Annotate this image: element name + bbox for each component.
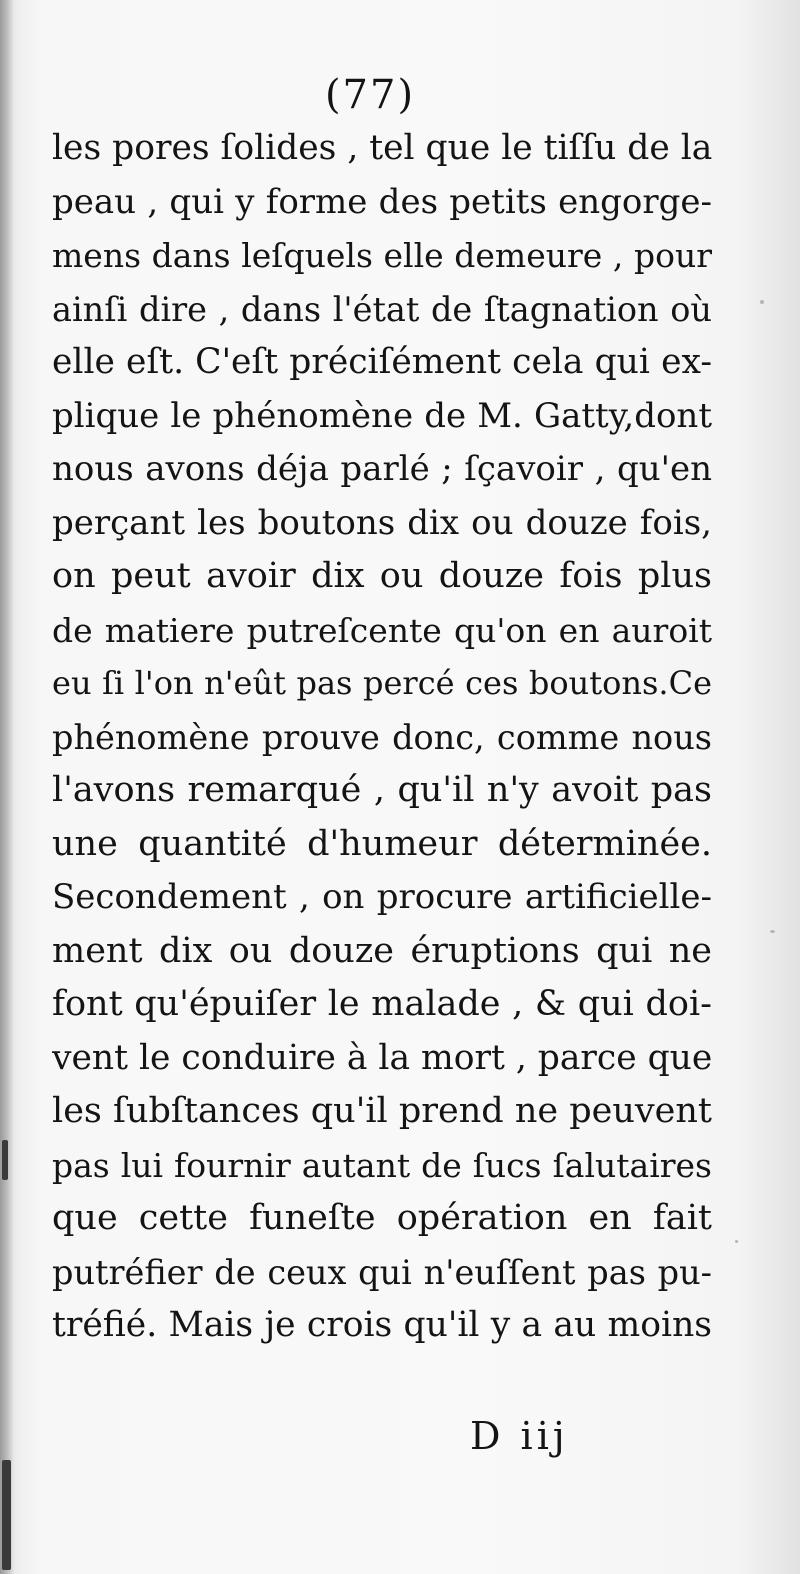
text-line: putréfier de ceux qui n'euſſent pas pu-: [52, 1252, 712, 1292]
text-line: vent le conduire à la mort , parce que: [52, 1037, 712, 1078]
text-line: nous avons déja parlé ; ſçavoir , qu'en: [52, 449, 712, 489]
text-line: Secondement , on procure artificielle-: [52, 877, 712, 917]
text-line: mens dans leſquels elle demeure , pour: [52, 236, 712, 275]
binding-shadow: [0, 0, 14, 1574]
text-line: phénomène prouve donc, comme nous: [52, 717, 712, 757]
text-line: les pores ſolides , tel que le tiſſu de la: [52, 128, 712, 168]
text-line: tréfié. Mais je crois qu'il y a au moins: [52, 1305, 712, 1345]
binding-mark: [2, 1460, 11, 1570]
text-line: on peut avoir dix ou douze fois plus: [52, 556, 712, 596]
paper-speck: [760, 300, 764, 304]
text-line: ment dix ou douze éruptions qui ne: [52, 930, 712, 971]
text-line: pas lui fournir autant de ſucs ſalutaires: [52, 1145, 712, 1185]
text-line: font qu'épuiſer le malade , & qui doi-: [52, 984, 712, 1024]
text-line: perçant les boutons dix ou douze fois,: [52, 502, 712, 543]
text-line: de matiere putreſcente qu'on en auroit: [52, 610, 712, 650]
body-text: [52, 122, 712, 1353]
signature-mark: D iij: [470, 1414, 569, 1458]
text-line: les ſubſtances qu'il prend ne peuvent: [52, 1091, 712, 1131]
page-number: (77): [324, 72, 416, 118]
paper-speck: [770, 930, 775, 933]
paper-speck: [735, 1240, 738, 1243]
text-line: que cette funeſte opération en fait: [52, 1198, 712, 1238]
text-line: l'avons remarqué , qu'il n'y avoit pas: [52, 770, 712, 810]
text-line: eu ſi l'on n'eût pas percé ces boutons.Ce: [52, 664, 712, 702]
text-line: peau , qui y forme des petits engorge-: [52, 181, 712, 222]
binding-mark: [2, 1140, 8, 1180]
text-line: ainſi dire , dans l'état de ſtagnation où: [52, 289, 712, 329]
text-line: plique le phénomène de M. Gatty,dont: [52, 395, 712, 436]
text-line: elle eſt. C'eſt préciſément cela qui ex-: [52, 342, 712, 382]
text-line: une quantité d'humeur déterminée.: [52, 823, 712, 864]
